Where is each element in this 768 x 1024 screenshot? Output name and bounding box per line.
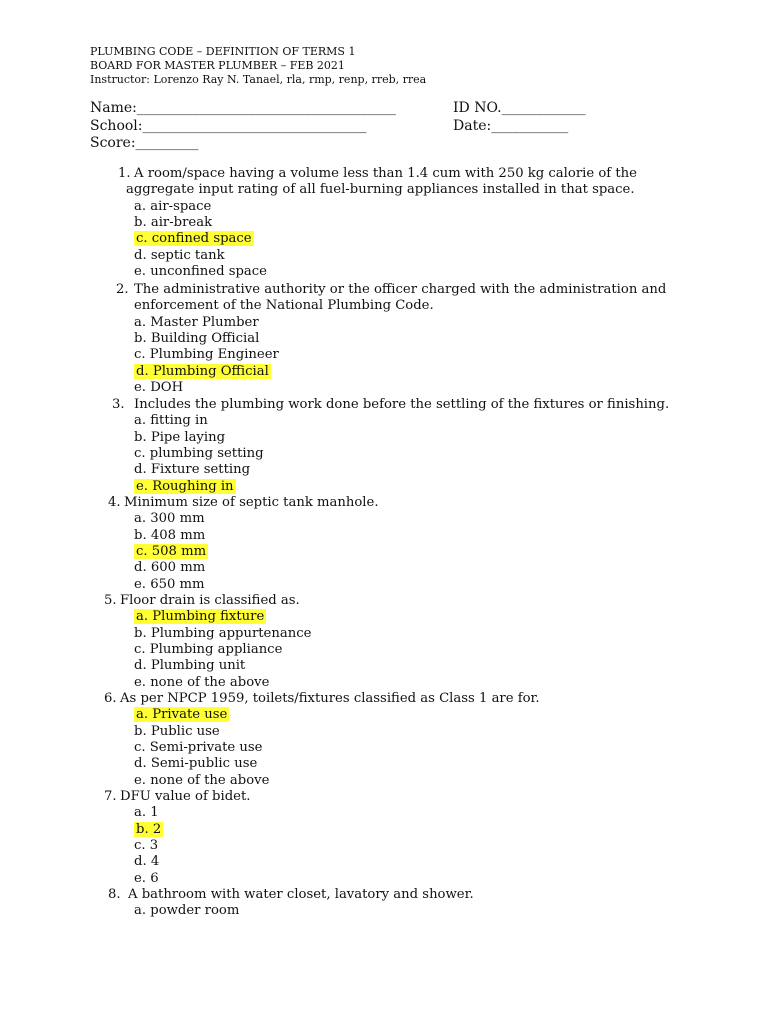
option-text: d. 600 mm (134, 560, 206, 576)
answer-option (134, 347, 279, 363)
question-number: 6. (104, 691, 117, 706)
option-text: b. Pipe laying (134, 429, 226, 445)
question-text: A bathroom with water closet, lavatory and shower. (128, 887, 474, 902)
answer-option (134, 675, 269, 691)
option-text: d. Fixture setting (134, 462, 251, 478)
option-text: e. DOH (134, 379, 184, 395)
question-number: 2. (116, 282, 129, 297)
option-text: d. Plumbing Official (136, 363, 269, 379)
answer-option-highlighted (134, 364, 271, 380)
answer-option (134, 658, 245, 674)
answer-option (134, 903, 239, 919)
answer-option (134, 462, 250, 478)
answer-option (134, 430, 225, 446)
option-text: e. unconfined space (134, 263, 267, 279)
answer-option (134, 740, 262, 756)
question-text: Minimum size of septic tank manhole. (124, 495, 379, 510)
answer-option (134, 199, 211, 215)
option-text: c. Semi-private use (134, 739, 263, 755)
option-text: a. 1 (134, 805, 159, 821)
id-field: ID NO.____________ (453, 100, 586, 116)
score-field: Score:_________ (90, 135, 199, 151)
document-title: PLUMBING CODE – DEFINITION OF TERMS 1 (90, 45, 356, 58)
question-number: 7. (104, 789, 117, 804)
question-number: 1. (118, 166, 131, 181)
answer-option (134, 215, 212, 231)
option-text: c. confined space (136, 231, 252, 247)
answer-option (134, 756, 257, 772)
answer-option (134, 854, 159, 870)
answer-option (134, 560, 205, 576)
answer-option (134, 577, 205, 593)
question-number: 4. (108, 495, 121, 510)
school-field: School:________________________________ (90, 118, 367, 134)
answer-option (134, 642, 282, 658)
answer-option (134, 380, 183, 396)
answer-option-highlighted (134, 479, 236, 495)
answer-option (134, 511, 205, 527)
answer-option (134, 626, 311, 642)
option-text: d. Plumbing unit (134, 658, 246, 674)
option-text: e. Roughing in (136, 478, 234, 494)
answer-option-highlighted (134, 609, 266, 625)
answer-option (134, 773, 269, 789)
question-number: 3. (112, 397, 125, 412)
question-text: enforcement of the National Plumbing Code. (134, 298, 434, 314)
option-text: a. air-space (134, 198, 212, 214)
option-text: b. Plumbing appurtenance (134, 625, 312, 641)
option-text: a. Private use (136, 707, 228, 723)
document-subtitle: BOARD FOR MASTER PLUMBER – FEB 2021 (90, 59, 345, 72)
answer-option (134, 871, 159, 887)
answer-option (134, 724, 220, 740)
option-text: c. 3 (134, 837, 159, 853)
answer-option-highlighted (134, 822, 163, 838)
option-text: c. Plumbing Engineer (134, 347, 279, 363)
answer-option (134, 528, 205, 544)
question-text: A room/space having a volume less than 1.4 cum with 250 kg calorie of the (134, 166, 637, 181)
answer-option (134, 838, 158, 854)
answer-option (134, 331, 259, 347)
option-text: e. none of the above (134, 772, 270, 788)
option-text: a. Plumbing fixture (136, 609, 265, 625)
option-text: c. plumbing setting (134, 445, 264, 461)
name-field: Name:_____________________________________ (90, 100, 396, 116)
option-text: d. Semi-public use (134, 756, 258, 772)
answer-option (134, 248, 225, 264)
option-text: c. Plumbing appliance (134, 641, 283, 657)
option-text: e. 6 (134, 870, 159, 886)
option-text: b. 408 mm (134, 527, 206, 543)
answer-option-highlighted (134, 231, 254, 247)
answer-option (134, 315, 259, 331)
option-text: b. Public use (134, 723, 220, 739)
option-text: c. 508 mm (136, 543, 207, 559)
option-text: d. 4 (134, 854, 160, 870)
question-text: Floor drain is classified as. (120, 593, 300, 608)
question-text: Includes the plumbing work done before the settling of the fixtures or finishing. (134, 397, 670, 412)
date-field: Date:___________ (453, 118, 569, 134)
option-text: a. fitting in (134, 413, 208, 429)
answer-option-highlighted (134, 707, 229, 723)
question-text: As per NPCP 1959, toilets/fixtures classified as Class 1 are for. (120, 691, 540, 706)
answer-option (134, 264, 267, 280)
option-text: b. air-break (134, 214, 213, 230)
option-text: b. Building Official (134, 330, 260, 346)
option-text: a. Master Plumber (134, 314, 259, 330)
question-number: 5. (104, 593, 117, 608)
question-text: DFU value of bidet. (120, 789, 251, 804)
answer-option-highlighted (134, 544, 208, 560)
option-text: b. 2 (136, 821, 162, 837)
option-text: a. powder room (134, 903, 240, 919)
option-text: e. 650 mm (134, 576, 205, 592)
option-text: a. 300 mm (134, 511, 205, 527)
question-text: aggregate input rating of all fuel-burning appliances installed in that space. (126, 182, 635, 198)
question-text: The administrative authority or the officer charged with the administration and (134, 282, 667, 297)
answer-option (134, 805, 159, 821)
option-text: e. none of the above (134, 674, 270, 690)
instructor-line: Instructor: Lorenzo Ray N. Tanael, rla, rmp, renp, rreb, rrea (90, 73, 427, 86)
answer-option (134, 413, 208, 429)
question-number: 8. (108, 887, 121, 902)
answer-option (134, 446, 264, 462)
option-text: d. septic tank (134, 247, 225, 263)
